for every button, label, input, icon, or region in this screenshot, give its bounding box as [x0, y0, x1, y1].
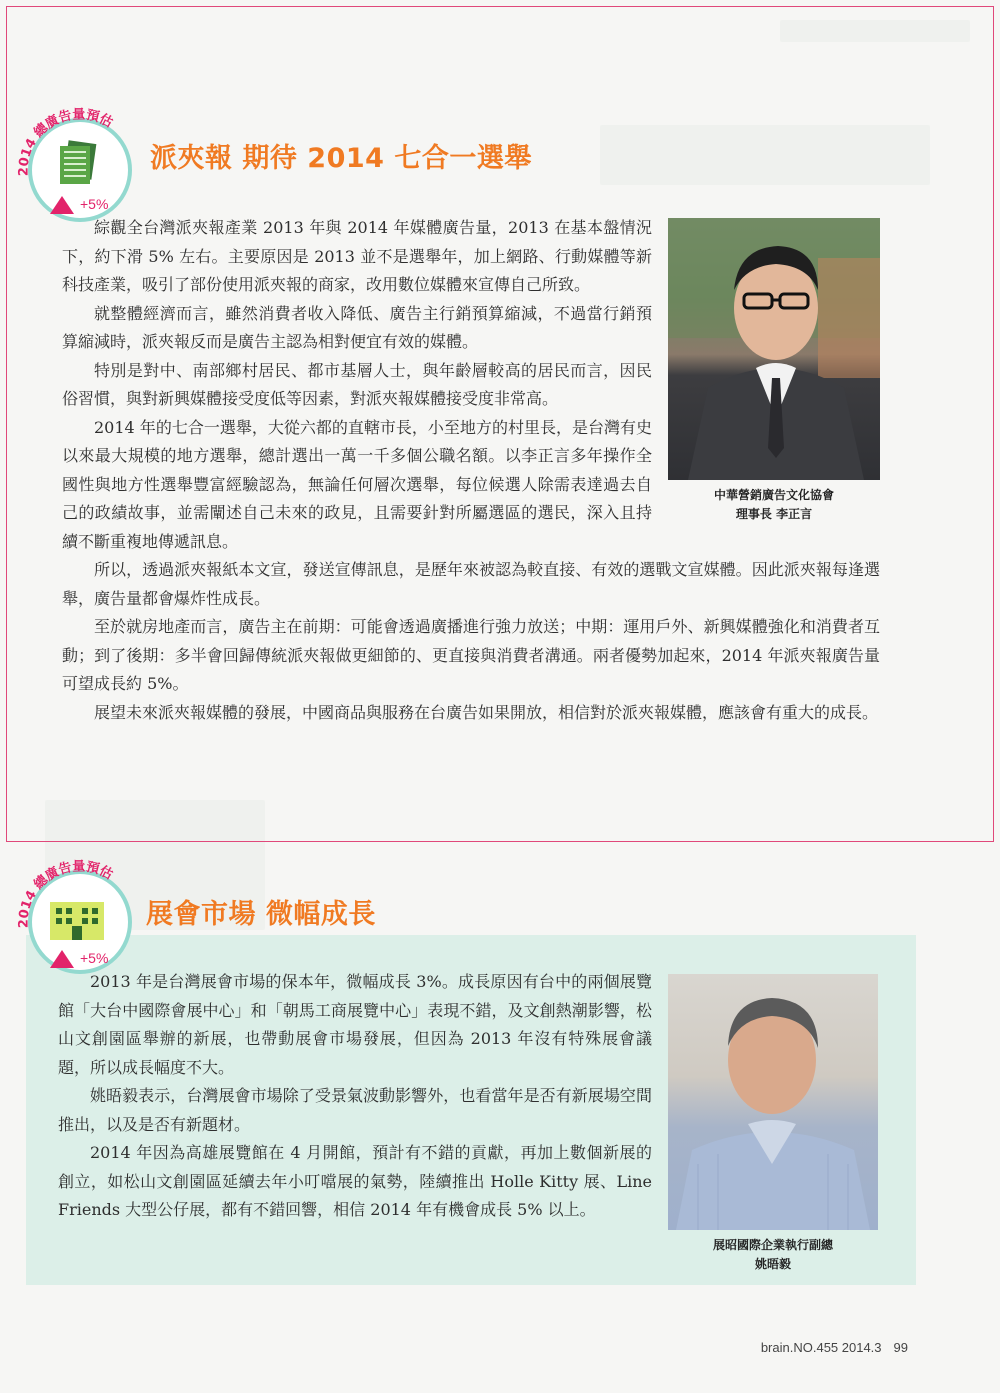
newspaper-icon	[56, 140, 100, 186]
paragraph: 至於就房地產而言，廣告主在前期：可能會透過廣播進行強力放送；中期：運用戶外、新興媒體強化和消費者互動；到了後期：多半會回歸傳統派夾報做更細節的、更直接與消費者溝通。兩者優勢加起來，2014 年派夾報廣告量可望成長約 5%。	[62, 617, 880, 693]
section2-caption	[668, 1236, 878, 1274]
section2-title: 展會市場 微幅成長	[146, 899, 376, 930]
building-icon	[50, 900, 104, 940]
paragraph: 2013 年是台灣展會市場的保本年，微幅成長 3%。成長原因有台中的兩個展覽館「大台中國際會展中心」和「朝馬工商展覽中心」表現不錯，及文創熱潮影響，松山文創園區舉辦的新展，也帶動展會市場發展，但因為 2013 年沒有特殊展會議題，所以成長幅度不大。	[58, 972, 652, 1077]
badge-arc-label: 2014 總廣告量預估	[16, 107, 115, 177]
forecast-badge	[6, 846, 146, 986]
page-number: 99	[893, 1340, 908, 1355]
paragraph: 所以，透過派夾報紙本文宣，發送宣傳訊息，是歷年來被認為較直接、有效的選戰文宣媒體。因此派夾報每逢選舉，廣告量都會爆炸性成長。	[62, 560, 880, 608]
page-footer	[761, 1340, 908, 1355]
paragraph: 綜觀全台灣派夾報產業 2013 年與 2014 年媒體廣告量，2013 在基本盤情況下，約下滑 5% 左右。主要原因是 2013 並不是選舉年，加上網路、行動媒體等新科技產業，吸引了部份使用派夾報的商家，改用數位媒體來宣傳自己所致。	[62, 218, 652, 294]
forecast-badge	[6, 94, 146, 234]
issue-label: brain.NO.455 2014.3	[760, 1340, 882, 1355]
section2-caption-name: 姚晤毅	[754, 1257, 791, 1271]
section1-title: 派夾報 期待 2014 七合一選舉	[150, 143, 532, 174]
badge-change: +5%	[80, 196, 109, 212]
section1-caption-org: 中華營銷廣告文化協會	[713, 488, 834, 502]
section2-article	[58, 968, 878, 1274]
paragraph: 2014 年的七合一選舉，大從六都的直轄市長，小至地方的村里長，是台灣有史以來最大規模的地方選舉，總計選出一萬一千多個公職名額。以李正言多年操作全國性與地方性選舉豐富經驗認為，無論任何層次選舉，每位候選人除需表達過去自己的政績故事，並需闡述自己未來的政見，且需要針對所屬選區的選民，深入且持續不斷重複地傳遞訊息。	[62, 417, 652, 551]
section1-article	[62, 214, 880, 727]
paragraph: 姚晤毅表示，台灣展會市場除了受景氣波動影響外，也看當年是否有新展場空間推出，以及是否有新題材。	[58, 1086, 652, 1134]
up-triangle-icon	[50, 950, 74, 968]
paragraph: 就整體經濟而言，雖然消費者收入降低、廣告主行銷預算縮減，不過當行銷預算縮減時，派夾報反而是廣告主認為相對便宜有效的媒體。	[62, 303, 652, 351]
section1-portrait	[668, 218, 880, 480]
paragraph: 展望未來派夾報媒體的發展，中國商品與服務在台廣告如果開放，相信對於派夾報媒體，應該會有重大的成長。	[94, 702, 879, 722]
paragraph: 特別是對中、南部鄉村居民、都市基層人士，與年齡層較高的居民而言，因民俗習慣，與對新興媒體接受度低等因素，對派夾報媒體接受度非常高。	[62, 360, 652, 408]
section2-portrait	[668, 974, 878, 1230]
up-triangle-icon	[50, 196, 74, 214]
section1-photo-block	[668, 218, 880, 524]
paragraph: 2014 年因為高雄展覽館在 4 月開館，預計有不錯的貢獻，再加上數個新展的創立，如松山文創園區延續去年小叮噹展的氣勢，陸續推出 Holle Kitty 展、Line Friends 大型公仔展，都有不錯回響，相信 2014 年有機會成長 5% 以上。	[58, 1143, 652, 1219]
badge-change: +5%	[80, 950, 109, 966]
section2-caption-org: 展昭國際企業執行副總	[712, 1238, 833, 1252]
section1-caption-name: 理事長 李正言	[735, 507, 813, 521]
badge-arc-label: 2014 總廣告量預估	[16, 859, 115, 929]
section1-caption	[668, 486, 880, 524]
section2-photo-block	[668, 974, 878, 1274]
